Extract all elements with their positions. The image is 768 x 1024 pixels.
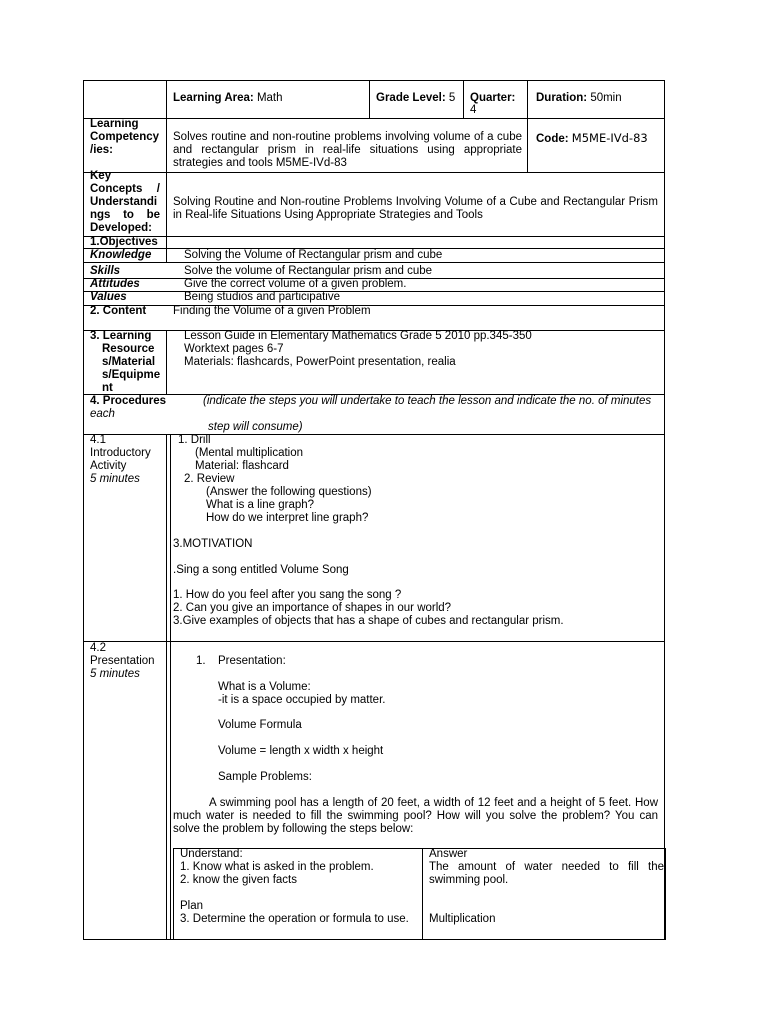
steps-table-divider xyxy=(422,848,423,940)
header-divider xyxy=(369,80,370,118)
resource-line-2: Worktext pages 6-7 xyxy=(184,343,284,355)
answer-multiplication: Multiplication xyxy=(429,913,496,925)
procedures-note-each: each xyxy=(90,408,115,420)
content-label: 2. Content xyxy=(90,305,147,317)
code-label: Code: xyxy=(536,133,569,145)
volume-definition: -it is a space occupied by matter. xyxy=(218,694,386,706)
objective-text-knowledge: Solving the Volume of Rectangular prism and cube xyxy=(184,249,443,261)
key-concepts-label-1: Key xyxy=(90,170,112,182)
competency-code xyxy=(536,132,648,146)
resource-line-1: Lesson Guide in Elementary Mathematics Grade 5 2010 pp.345-350 xyxy=(184,330,532,342)
learning-area-value: Math xyxy=(256,92,283,104)
row-divider xyxy=(83,262,665,263)
objective-text-values: Being studios and participative xyxy=(184,291,340,303)
key-concepts-label-4: ngs to be xyxy=(90,209,160,221)
answer-heading: Answer xyxy=(429,848,468,860)
label-column-divider xyxy=(166,434,167,940)
key-concepts-text: Solving Routine and Non-routine Problems Involving Volume of a Cube and Rectangular Prism in Real-life Situations Using Appropriate Strategies and Tools xyxy=(173,196,658,221)
volume-question: What is a Volume: xyxy=(218,681,311,693)
key-concepts-label-2: Concepts / xyxy=(90,183,160,195)
review-sub-3: How do we interpret line graph? xyxy=(206,512,369,524)
row-divider xyxy=(83,172,665,173)
row-divider xyxy=(83,118,665,119)
review-sub-1: (Answer the following questions) xyxy=(206,486,372,498)
objectives-header: 1.Objectives xyxy=(90,236,158,248)
presentation-item-label: Presentation: xyxy=(218,655,286,667)
motivation-question-3: 3.Give examples of objects that has a shape of cubes and rectangular prism. xyxy=(173,615,564,627)
row-divider xyxy=(83,291,665,292)
resources-label-3: s/Material xyxy=(102,356,156,368)
key-concepts-label-3: Understandi xyxy=(90,196,158,208)
row-divider xyxy=(83,236,665,237)
intro-label-1: 4.1 xyxy=(90,434,106,446)
grade-level xyxy=(376,92,455,105)
objective-label-skills: Skills xyxy=(90,265,121,277)
learning-area xyxy=(173,92,283,105)
objective-text-skills: Solve the volume of Rectangular prism and cube xyxy=(184,265,433,277)
content-text: Finding the Volume of a given Problem xyxy=(173,305,371,317)
presentation-item-number: 1. xyxy=(196,655,206,667)
answer-text: The amount of water needed to fill the swimming pool. xyxy=(429,861,664,886)
label-column-divider xyxy=(166,330,167,394)
resources-label-5: nt xyxy=(102,382,113,394)
competency-label-3: /ies: xyxy=(90,144,114,156)
drill-item: 1. Drill xyxy=(178,434,211,446)
quarter-label: Quarter: xyxy=(470,92,516,104)
review-sub-2: What is a line graph? xyxy=(206,499,315,511)
procedures-note-line2: step will consume) xyxy=(208,421,303,433)
key-concepts-label-5: Developed: xyxy=(90,222,152,234)
objective-label-values: Values xyxy=(90,291,127,303)
resources-label-1: 3. Learning xyxy=(90,330,152,342)
presentation-label-1: 4.2 xyxy=(90,642,106,654)
intro-label-3: Activity xyxy=(90,460,127,472)
code-value: M5ME-IVd-83 xyxy=(571,131,648,145)
header-divider xyxy=(527,80,528,172)
plan-heading: Plan xyxy=(180,900,204,912)
presentation-label-2: Presentation xyxy=(90,655,155,667)
understand-heading: Understand: xyxy=(180,848,243,860)
quarter-value: 4 xyxy=(470,104,477,116)
motivation-question-1: 1. How do you feel after you sang the song ? xyxy=(173,589,402,601)
formula: Volume = length x width x height xyxy=(218,745,384,757)
objective-label-knowledge: Knowledge xyxy=(90,249,152,261)
motivation-question-2: 2. Can you give an importance of shapes in our world? xyxy=(173,602,452,614)
duration-value: 50min xyxy=(590,92,622,104)
table-border-top xyxy=(83,80,665,81)
competency-label-2: Competency xyxy=(90,131,160,143)
objective-text-attitudes: Give the correct volume of a given problem. xyxy=(184,278,407,290)
sample-problems-heading: Sample Problems: xyxy=(218,771,312,783)
intro-label-2: Introductory xyxy=(90,447,151,459)
plan-step-3: 3. Determine the operation or formula to use. xyxy=(180,913,409,925)
duration xyxy=(536,92,622,105)
duration-label: Duration: xyxy=(536,92,588,104)
procedures-note-line1: (indicate the steps you will undertake to teach the lesson and indicate the no. of minutes xyxy=(203,395,652,407)
drill-sub-1: (Mental multiplication xyxy=(195,447,304,459)
sing-instruction: .Sing a song entitled Volume Song xyxy=(173,564,349,576)
understand-step-1: 1. Know what is asked in the problem. xyxy=(180,861,374,873)
procedures-label: 4. Procedures xyxy=(90,395,167,407)
row-divider xyxy=(83,434,665,435)
resources-label-4: s/Equipme xyxy=(102,369,161,381)
table-border-left xyxy=(83,80,84,940)
resource-line-3: Materials: flashcards, PowerPoint presentation, realia xyxy=(184,356,456,368)
formula-title: Volume Formula xyxy=(218,719,302,731)
header-divider xyxy=(463,80,464,118)
objective-label-attitudes: Attitudes xyxy=(90,278,140,290)
understand-step-2: 2. know the given facts xyxy=(180,874,297,886)
intro-minutes: 5 minutes xyxy=(90,473,140,485)
resources-label-2: Resource xyxy=(102,343,155,355)
label-column-divider xyxy=(166,80,167,262)
row-divider xyxy=(83,305,665,306)
learning-area-label: Learning Area: xyxy=(173,92,254,104)
label-column-divider-inner xyxy=(170,434,171,940)
motivation-heading: 3.MOTIVATION xyxy=(173,538,253,550)
sample-problem-text: A swimming pool has a length of 20 feet, a width of 12 feet and a height of 5 feet. How much water is needed to fill the swimming pool? How will you solve the problem? You can solve the problem by following the steps below: xyxy=(173,797,658,835)
grade-level-label: Grade Level: xyxy=(376,92,446,104)
drill-sub-2: Material: flashcard xyxy=(195,460,289,472)
competency-text: Solves routine and non-routine problems involving volume of a cube and rectangular prism in real-life situations using appropriate strategies and tools M5ME-IVd-83 xyxy=(173,131,522,169)
presentation-minutes: 5 minutes xyxy=(90,668,140,680)
row-divider xyxy=(83,641,665,642)
competency-label-1: Learning xyxy=(90,118,139,130)
table-border-right xyxy=(664,80,665,940)
grade-level-value: 5 xyxy=(448,92,456,104)
review-item: 2. Review xyxy=(184,473,235,485)
